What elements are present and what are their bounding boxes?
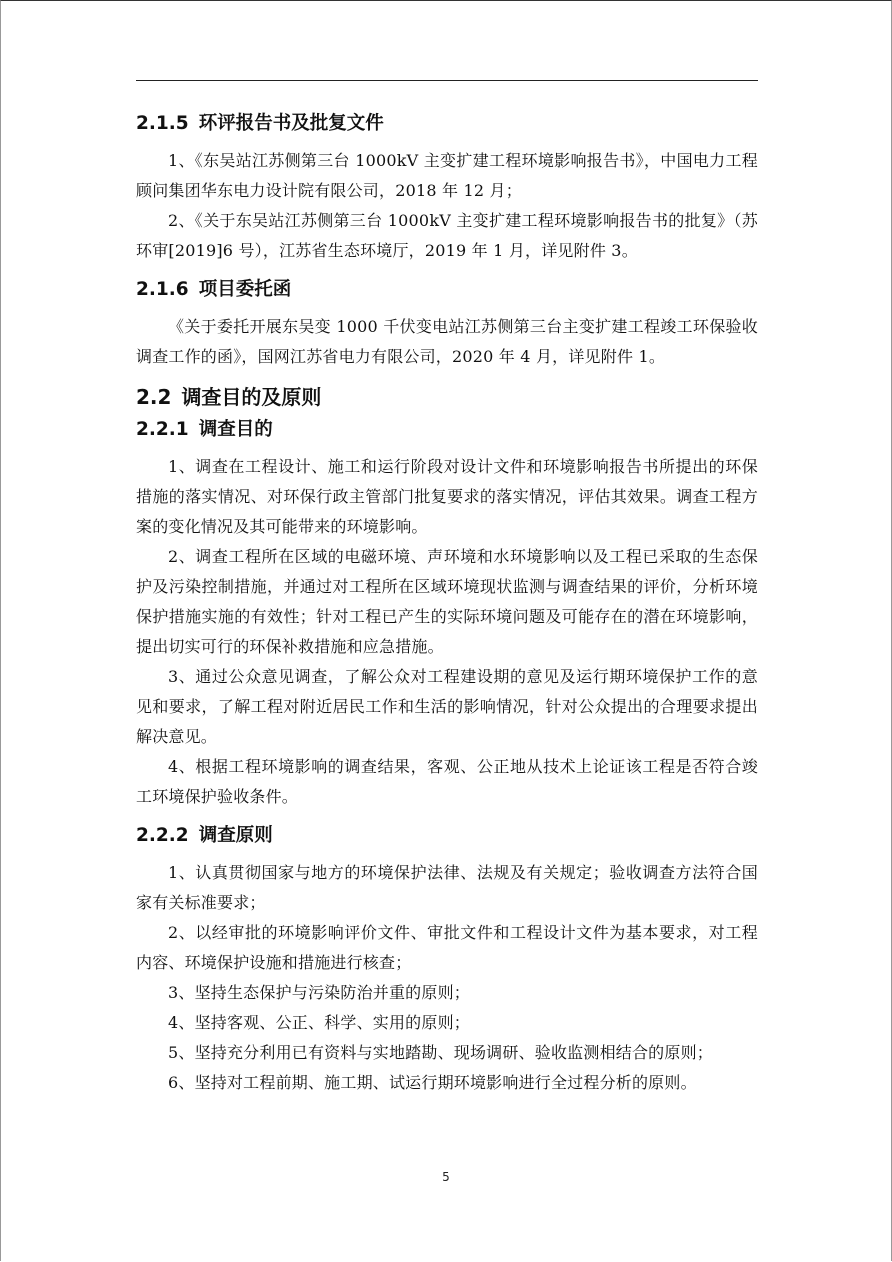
paragraph: 1、调查在工程设计、施工和运行阶段对设计文件和环境影响报告书所提出的环保措施的落实情况、对环保行政主管部门批复要求的落实情况，评估其效果。调查工程方案的变化情况及其可能带来的环境影响。 <box>136 457 758 536</box>
heading-2-2-2 <box>136 820 758 852</box>
paragraph: 《关于委托开展东吴变 1000 千伏变电站江苏侧第三台主变扩建工程竣工环保验收调查工作的函》，国网江苏省电力有限公司，2020 年 4 月，详见附件 1。 <box>136 317 758 366</box>
paragraph: 1、认真贯彻国家与地方的环境保护法律、法规及有关规定；验收调查方法符合国家有关标准要求； <box>136 863 758 912</box>
paragraph: 4、根据工程环境影响的调查结果，客观、公正地从技术上论证该工程是否符合竣工环境保护验收条件。 <box>136 757 758 806</box>
paragraph: 3、坚持生态保护与污染防治并重的原则； <box>168 983 470 1002</box>
heading-number: 2.2.1 <box>136 419 189 440</box>
heading-number: 2.2.2 <box>136 825 189 846</box>
heading-title: 调查原则 <box>198 825 273 846</box>
paragraph: 4、坚持客观、公正、科学、实用的原则； <box>168 1013 470 1032</box>
heading-number: 2.2 <box>136 385 172 409</box>
paragraph: 6、坚持对工程前期、施工期、试运行期环境影响进行全过程分析的原则。 <box>168 1073 697 1092</box>
paragraph: 5、坚持充分利用已有资料与实地踏勘、现场调研、验收监测相结合的原则； <box>168 1043 713 1062</box>
heading-number: 2.1.5 <box>136 113 189 134</box>
heading-2-1-6 <box>136 274 758 306</box>
heading-title: 调查目的及原则 <box>181 385 322 409</box>
paragraph: 1、《东吴站江苏侧第三台 1000kV 主变扩建工程环境影响报告书》，中国电力工程顾问集团华东电力设计院有限公司，2018 年 12 月； <box>136 151 758 200</box>
paragraph: 2、调查工程所在区域的电磁环境、声环境和水环境影响以及工程已采取的生态保护及污染控制措施，并通过对工程所在区域环境现状监测与调查结果的评价，分析环境保护措施实施的有效性；针对工程已产生的实际环境问题及可能存在的潜在环境影响，提出切实可行的环保补救措施和应急措施。 <box>136 547 758 656</box>
heading-2-1-5 <box>136 108 758 140</box>
heading-title: 环评报告书及批复文件 <box>198 113 384 134</box>
heading-2-2 <box>136 380 758 414</box>
heading-title: 项目委托函 <box>198 279 292 300</box>
heading-number: 2.1.6 <box>136 279 189 300</box>
document-body <box>136 108 758 1098</box>
page-number: 5 <box>442 1170 450 1184</box>
heading-2-2-1 <box>136 414 758 446</box>
header-rule <box>136 80 758 81</box>
paragraph: 2、以经审批的环境影响评价文件、审批文件和工程设计文件为基本要求，对工程内容、环境保护设施和措施进行核查； <box>136 923 758 972</box>
heading-title: 调查目的 <box>198 419 273 440</box>
paragraph: 3、通过公众意见调查，了解公众对工程建设期的意见及运行期环境保护工作的意见和要求，了解工程对附近居民工作和生活的影响情况，针对公众提出的合理要求提出解决意见。 <box>136 667 758 746</box>
paragraph: 2、《关于东吴站江苏侧第三台 1000kV 主变扩建工程环境影响报告书的批复》（苏环审[2019]6 号），江苏省生态环境厅，2019 年 1 月，详见附件 3。 <box>136 211 758 260</box>
